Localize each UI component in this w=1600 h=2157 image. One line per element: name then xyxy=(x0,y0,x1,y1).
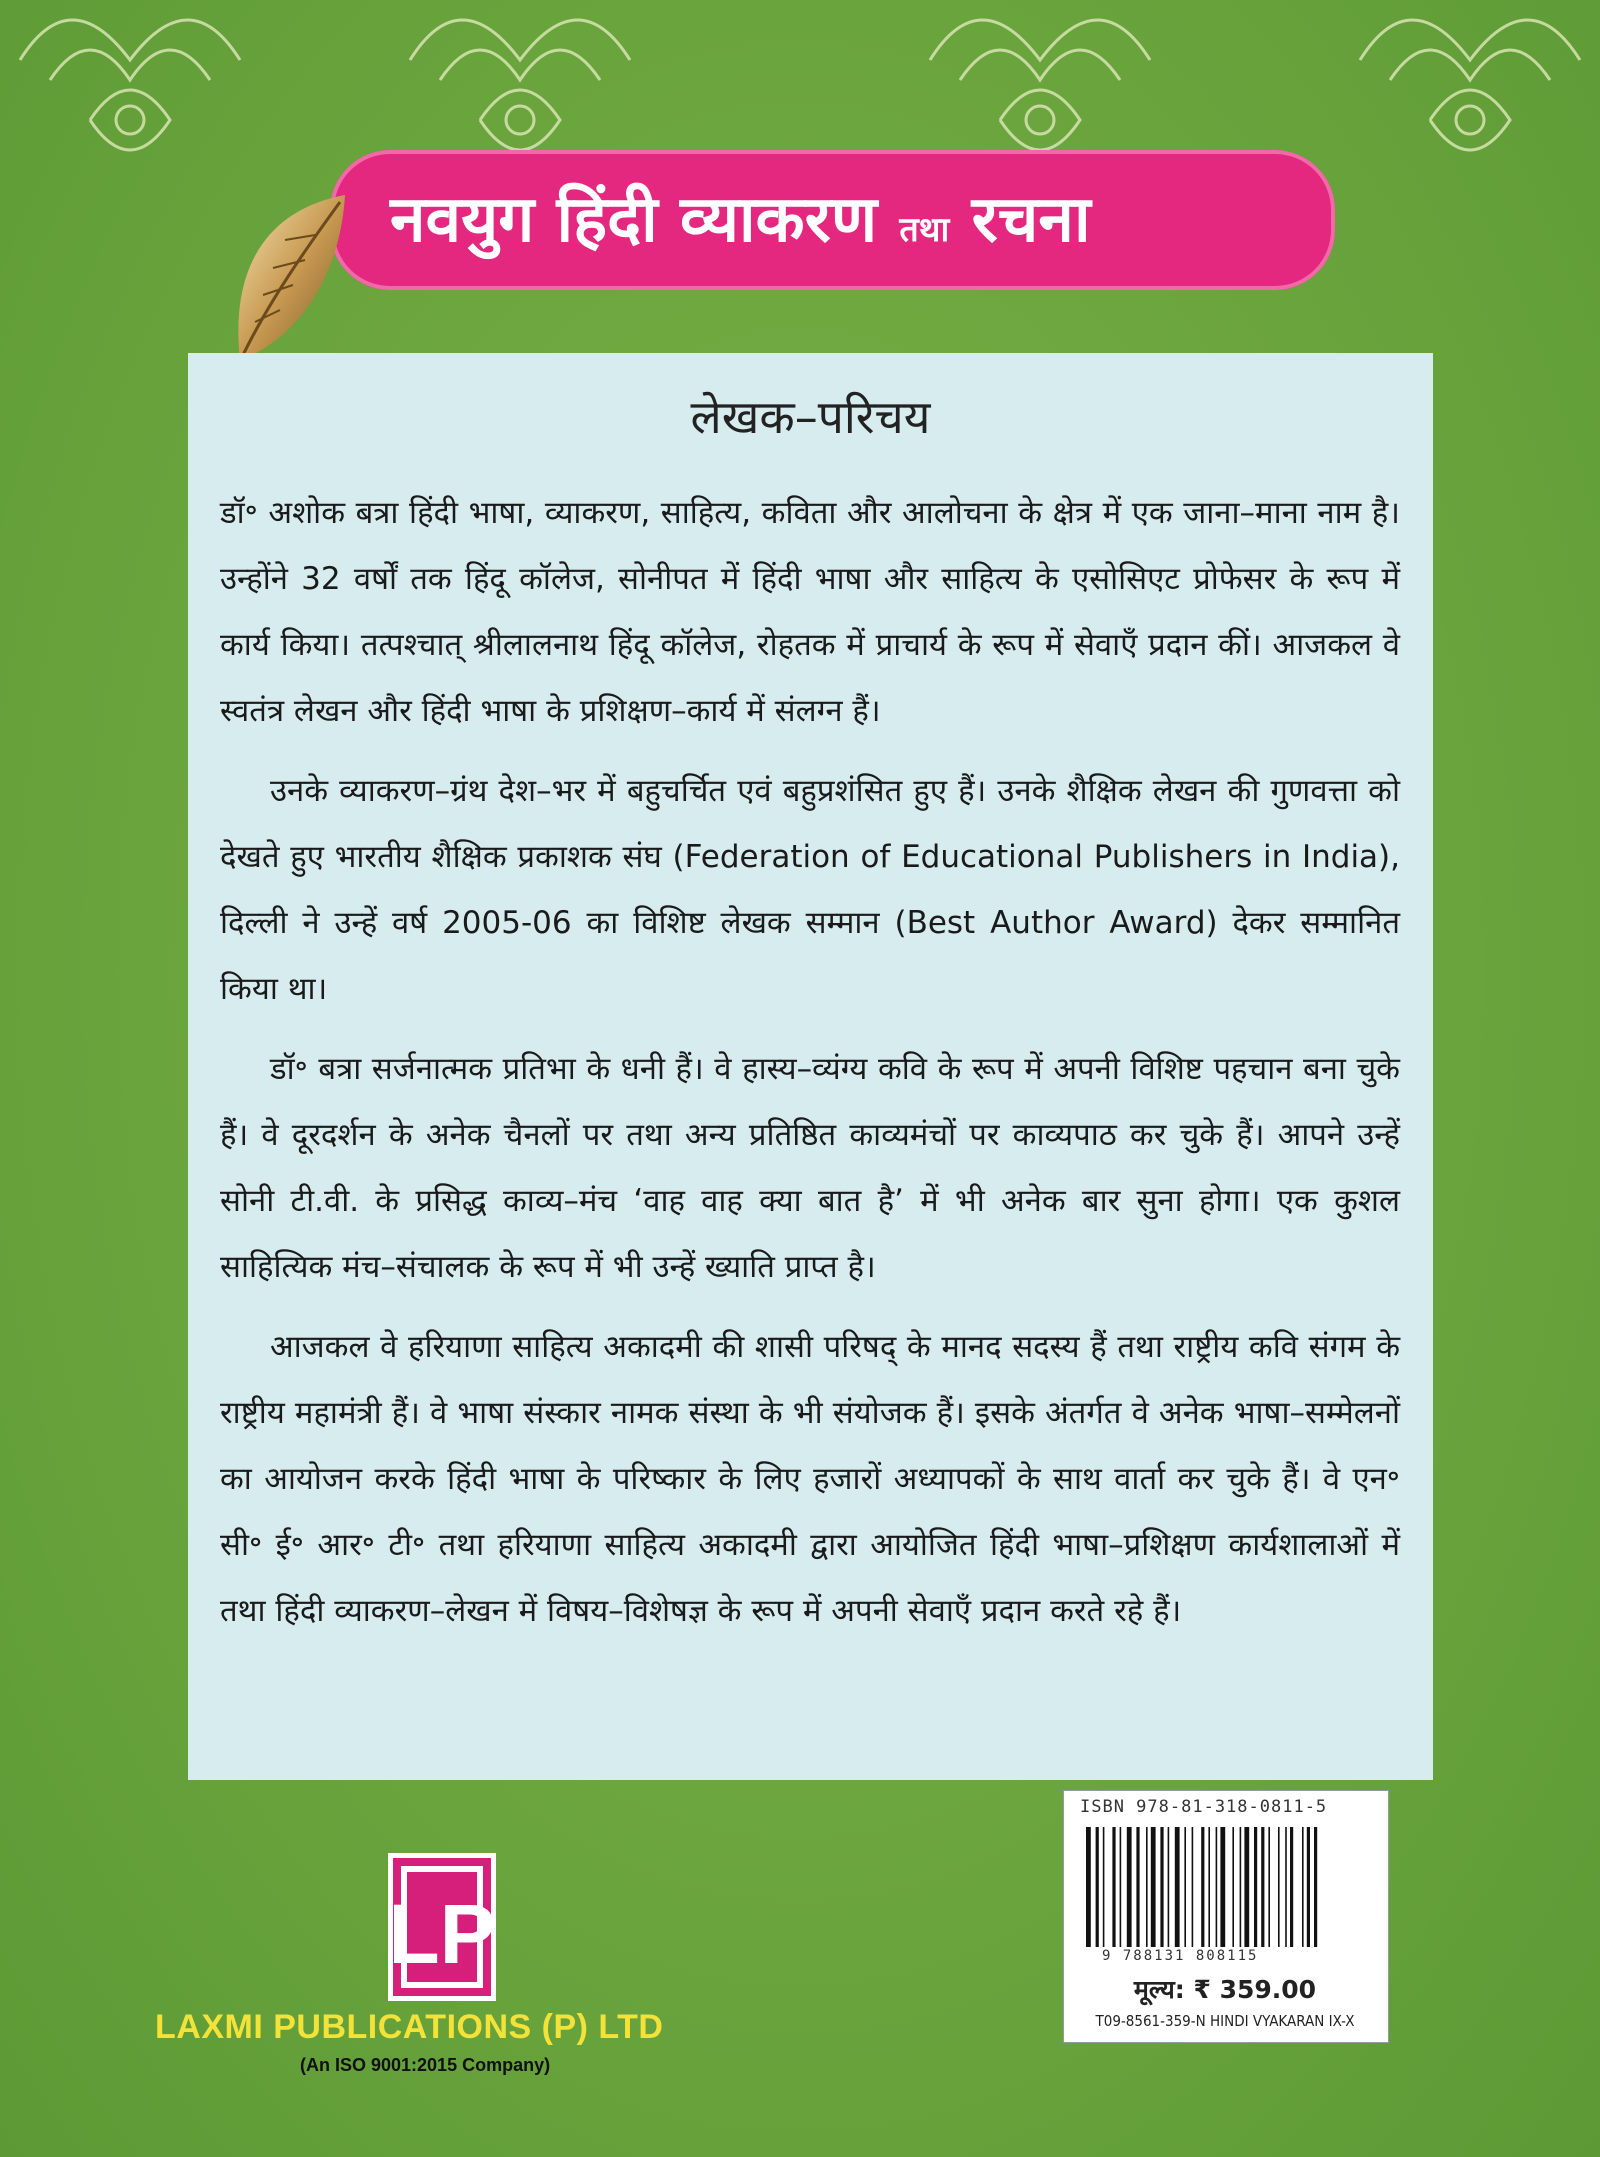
laxmi-publications-logo xyxy=(388,1853,496,2001)
catalog-code: T09-8561-359-N HINDI VYAKARAN IX-X xyxy=(1095,2012,1355,2030)
book-title-end: रचना xyxy=(971,183,1091,257)
price: मूल्य: ₹ 359.00 xyxy=(1133,1975,1317,2004)
isbn-label: ISBN 978-81-318-0811-5 xyxy=(1080,1797,1328,1817)
barcode-digits: 9 788131 808115 xyxy=(1102,1948,1259,1964)
barcode xyxy=(1082,1827,1372,1947)
about-author-heading: लेखक–परिचय xyxy=(690,390,931,444)
publisher-name: LAXMI PUBLICATIONS (P) LTD xyxy=(155,2008,664,2046)
logo-letters: LP xyxy=(388,1887,496,1981)
book-title xyxy=(390,170,1290,270)
book-title-main: नवयुग हिंदी व्याकरण xyxy=(390,183,878,257)
mandala-ornaments xyxy=(0,0,1600,170)
golden-leaf-icon xyxy=(225,190,350,365)
bio-paragraph: डॉ॰ अशोक बत्रा हिंदी भाषा, व्याकरण, साहित्य, कविता और आलोचना के क्षेत्र में एक जाना–माना नाम है। उन्होंने 32 वर्षों तक हिंदू कॉलेज, सोनीपत में हिंदी भाषा और साहित्य के एसोसिएट प्रोफेसर के रूप में कार्य किया। तत्पश्चात् श्रीलालनाथ हिंदू कॉलेज, रोहतक में प्राचार्य के रूप में सेवाएँ प्रदान कीं। आजकल वे स्वतंत्र लेखन और हिंदी भाषा के प्रशिक्षण–कार्य में संलग्न हैं। xyxy=(220,495,1400,729)
bio-paragraph: उनके व्याकरण–ग्रंथ देश–भर में बहुचर्चित एवं बहुप्रशंसित हुए हैं। उनके शैक्षिक लेखन की गुणवत्ता को देखते हुए भारतीय शैक्षिक प्रकाशक संघ (Federation of Educational Publishers in India), दिल्ली ने उन्हें वर्ष 2005-06 का विशिष्ट लेखक सम्मान (Best Author Award) देकर सम्मानित किया था। xyxy=(220,773,1400,1007)
bio-paragraph: डॉ॰ बत्रा सर्जनात्मक प्रतिभा के धनी हैं। वे हास्य–व्यंग्य कवि के रूप में अपनी विशिष्ट पहचान बना चुके हैं। वे दूरदर्शन के अनेक चैनलों पर तथा अन्य प्रतिष्ठित काव्यमंचों पर काव्यपाठ कर चुके हैं। आपने उन्हें सोनी टी.वी. के प्रसिद्ध काव्य–मंच ‘वाह वाह क्या बात है’ में भी अनेक बार सुना होगा। एक कुशल साहित्यिक मंच–संचालक के रूप में भी उन्हें ख्याति प्राप्त है। xyxy=(220,1051,1400,1285)
publisher-iso-note: (An ISO 9001:2015 Company) xyxy=(300,2055,551,2075)
book-title-connector: तथा xyxy=(899,210,950,250)
author-bio-text xyxy=(220,480,1400,1658)
bio-paragraph: आजकल वे हरियाणा साहित्य अकादमी की शासी परिषद् के मानद सदस्य हैं तथा राष्ट्रीय कवि संगम के राष्ट्रीय महामंत्री हैं। वे भाषा संस्कार नामक संस्था के भी संयोजक हैं। इसके अंतर्गत वे अनेक भाषा–सम्मेलनों का आयोजन करके हिंदी भाषा के परिष्कार के लिए हजारों अध्यापकों के साथ वार्ता कर चुके हैं। वे एन॰ सी॰ ई॰ आर॰ टी॰ तथा हरियाणा साहित्य अकादमी द्वारा आयोजित हिंदी भाषा–प्रशिक्षण कार्यशालाओं में तथा हिंदी व्याकरण–लेखन में विषय–विशेषज्ञ के रूप में अपनी सेवाएँ प्रदान करते रहे हैं। xyxy=(220,1329,1400,1629)
